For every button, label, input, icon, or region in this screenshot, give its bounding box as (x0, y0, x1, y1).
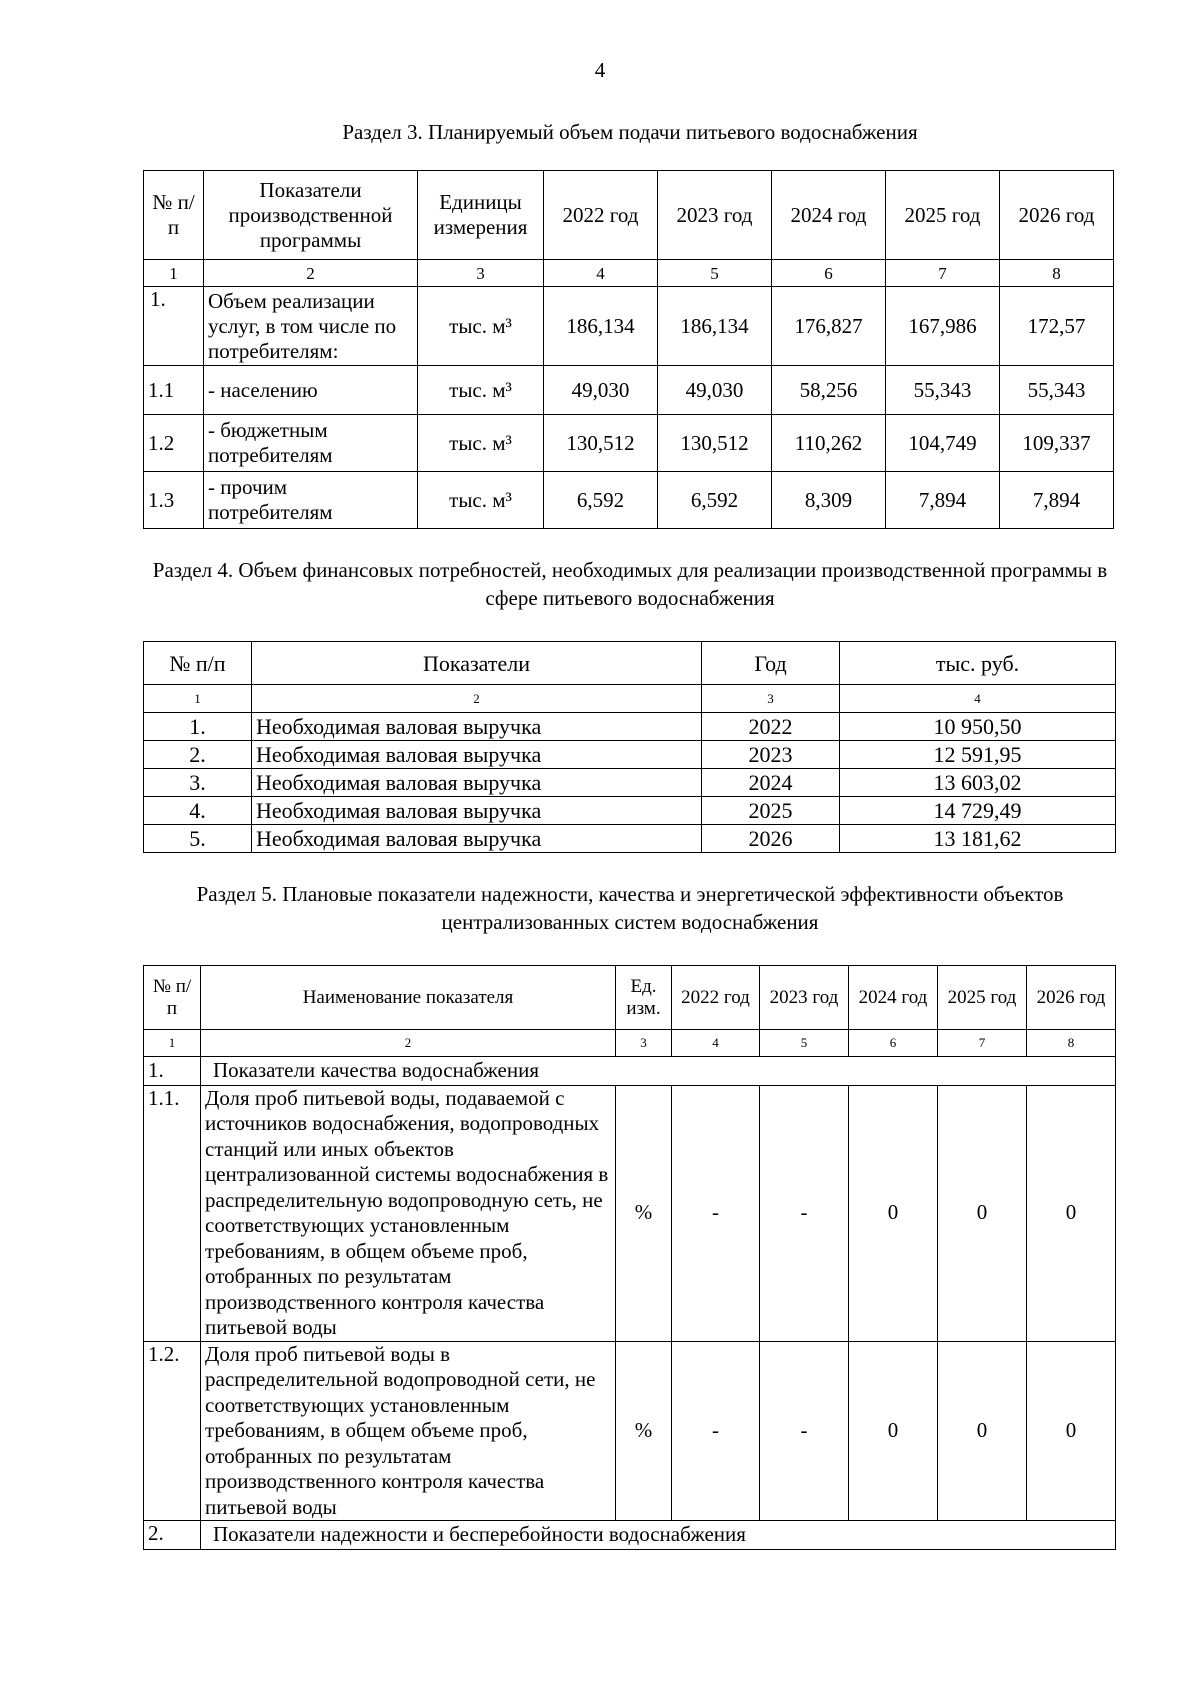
section5-title: Раздел 5. Плановые показатели надежности, качества и энергетической эффективности объектов централизованных систем водоснабжения (196, 882, 1064, 934)
table-row (144, 1085, 1116, 1341)
section4-table (143, 641, 1116, 853)
row-value: - (760, 1341, 849, 1521)
table-row (144, 713, 1116, 741)
row-value: 186,134 (544, 287, 658, 366)
page-number: 4 (594, 58, 606, 82)
row-number: 1.3 (144, 472, 204, 529)
row-year: 2026 (702, 825, 840, 853)
index-cell: 3 (616, 1030, 672, 1057)
index-cell: 6 (849, 1030, 938, 1057)
header-cell: 2023 год (760, 966, 849, 1030)
row-year: 2025 (702, 797, 840, 825)
row-unit: тыс. м³ (418, 472, 544, 529)
table-row (144, 825, 1116, 853)
row-value: 130,512 (544, 415, 658, 472)
index-cell: 6 (772, 260, 886, 287)
header-cell: Показатели производственной программы (204, 171, 418, 260)
row-name: Необходимая валовая выручка (252, 769, 702, 797)
header-cell: 2026 год (1000, 171, 1114, 260)
row-number: 1.2 (144, 415, 204, 472)
header-cell: 2024 год (772, 171, 886, 260)
row-value: 186,134 (658, 287, 772, 366)
column-index-row (144, 685, 1116, 713)
table-header-row (144, 966, 1116, 1030)
header-cell: Наименование показателя (201, 966, 616, 1030)
row-value: 110,262 (772, 415, 886, 472)
row-value: 172,57 (1000, 287, 1114, 366)
row-value: 0 (1027, 1341, 1116, 1521)
table-row (144, 287, 1114, 366)
row-number: 2. (144, 741, 252, 769)
row-value: 10 950,50 (840, 713, 1116, 741)
row-value: 176,827 (772, 287, 886, 366)
section4-title: Раздел 4. Объем финансовых потребностей, необходимых для реализации производственной программы в сфере питьевого водоснабжения (152, 558, 1108, 610)
row-unit: тыс. м³ (418, 287, 544, 366)
row-value: 0 (938, 1085, 1027, 1341)
row-value: 58,256 (772, 366, 886, 415)
row-name: Необходимая валовая выручка (252, 797, 702, 825)
row-value: 7,894 (886, 472, 1000, 529)
row-year: 2022 (702, 713, 840, 741)
row-number: 1. (144, 713, 252, 741)
index-cell: 3 (418, 260, 544, 287)
header-cell: № п/п (144, 966, 201, 1030)
row-number: 4. (144, 797, 252, 825)
row-name: - прочим потребителям (204, 472, 418, 529)
row-value: 6,592 (658, 472, 772, 529)
row-value: 6,592 (544, 472, 658, 529)
row-unit: % (616, 1341, 672, 1521)
table-row (144, 769, 1116, 797)
group-title: Показатели качества водоснабжения (201, 1056, 1116, 1085)
row-unit: % (616, 1085, 672, 1341)
header-cell: Единицы измерения (418, 171, 544, 260)
table-row (144, 741, 1116, 769)
row-name: Доля проб питьевой воды, подаваемой с источников водоснабжения, водопроводных станций или иных объектов централизованной системы водоснабжения в распределительную водопроводную сеть, не соответствующих установленным требованиям, в общем объеме проб, отобранных по результатам производственного контроля качества питьевой воды (201, 1085, 616, 1341)
row-value: - (672, 1085, 760, 1341)
index-cell: 4 (840, 685, 1116, 713)
header-cell: № п/п (144, 642, 252, 685)
row-name: - бюджетным потребителям (204, 415, 418, 472)
table-row (144, 472, 1114, 529)
index-cell: 4 (672, 1030, 760, 1057)
section5-table (143, 965, 1116, 1550)
index-cell: 7 (938, 1030, 1027, 1057)
index-cell: 4 (544, 260, 658, 287)
row-value: 55,343 (1000, 366, 1114, 415)
row-value: 7,894 (1000, 472, 1114, 529)
row-value: 13 603,02 (840, 769, 1116, 797)
index-cell: 7 (886, 260, 1000, 287)
index-cell: 2 (201, 1030, 616, 1057)
row-number: 1.2. (144, 1341, 201, 1521)
row-value: - (760, 1085, 849, 1341)
row-value: 0 (849, 1341, 938, 1521)
row-name: - населению (204, 366, 418, 415)
row-name: Необходимая валовая выручка (252, 713, 702, 741)
table-header-row (144, 642, 1116, 685)
group-number: 2. (144, 1521, 201, 1550)
index-cell: 2 (252, 685, 702, 713)
row-year: 2023 (702, 741, 840, 769)
row-number: 3. (144, 769, 252, 797)
row-name: Необходимая валовая выручка (252, 741, 702, 769)
row-value: 55,343 (886, 366, 1000, 415)
row-value: 8,309 (772, 472, 886, 529)
row-number: 1.1 (144, 366, 204, 415)
header-cell: 2025 год (886, 171, 1000, 260)
index-cell: 2 (204, 260, 418, 287)
row-year: 2024 (702, 769, 840, 797)
row-unit: тыс. м³ (418, 366, 544, 415)
group-row (144, 1521, 1116, 1550)
row-value: 0 (938, 1341, 1027, 1521)
row-value: 0 (1027, 1085, 1116, 1341)
row-value: 104,749 (886, 415, 1000, 472)
header-cell: 2024 год (849, 966, 938, 1030)
header-cell: 2026 год (1027, 966, 1116, 1030)
table-row (144, 797, 1116, 825)
table-row (144, 1341, 1116, 1521)
row-number: 1. (144, 287, 204, 366)
index-cell: 5 (658, 260, 772, 287)
row-value: - (672, 1341, 760, 1521)
header-cell: тыс. руб. (840, 642, 1116, 685)
index-cell: 8 (1000, 260, 1114, 287)
index-cell: 8 (1027, 1030, 1116, 1057)
table-row (144, 415, 1114, 472)
column-index-row (144, 260, 1114, 287)
row-number: 5. (144, 825, 252, 853)
header-cell: 2025 год (938, 966, 1027, 1030)
table-row (144, 366, 1114, 415)
group-title: Показатели надежности и бесперебойности водоснабжения (201, 1521, 1116, 1550)
header-cell: 2022 год (672, 966, 760, 1030)
column-index-row (144, 1030, 1116, 1057)
header-cell: 2022 год (544, 171, 658, 260)
row-value: 12 591,95 (840, 741, 1116, 769)
row-value: 130,512 (658, 415, 772, 472)
row-name: Необходимая валовая выручка (252, 825, 702, 853)
header-cell: Показатели (252, 642, 702, 685)
header-cell: № п/п (144, 171, 204, 260)
row-name: Доля проб питьевой воды в распределительной водопроводной сети, не соответствующих установленным требованиям, в общем объеме проб, отобранных по результатам производственного контроля качества питьевой воды (201, 1341, 616, 1521)
row-value: 0 (849, 1085, 938, 1341)
row-unit: тыс. м³ (418, 415, 544, 472)
section3-table (143, 170, 1114, 529)
row-value: 14 729,49 (840, 797, 1116, 825)
group-number: 1. (144, 1056, 201, 1085)
header-cell: 2023 год (658, 171, 772, 260)
header-cell: Год (702, 642, 840, 685)
index-cell: 5 (760, 1030, 849, 1057)
row-value: 49,030 (544, 366, 658, 415)
group-row (144, 1056, 1116, 1085)
row-number: 1.1. (144, 1085, 201, 1341)
index-cell: 1 (144, 1030, 201, 1057)
row-value: 13 181,62 (840, 825, 1116, 853)
index-cell: 1 (144, 260, 204, 287)
row-value: 167,986 (886, 287, 1000, 366)
index-cell: 3 (702, 685, 840, 713)
row-value: 49,030 (658, 366, 772, 415)
index-cell: 1 (144, 685, 252, 713)
table-header-row (144, 171, 1114, 260)
row-name: Объем реализации услуг, в том числе по потребителям: (204, 287, 418, 366)
row-value: 109,337 (1000, 415, 1114, 472)
section3-title: Раздел 3. Планируемый объем подачи питьевого водоснабжения (342, 120, 918, 144)
header-cell: Ед. изм. (616, 966, 672, 1030)
